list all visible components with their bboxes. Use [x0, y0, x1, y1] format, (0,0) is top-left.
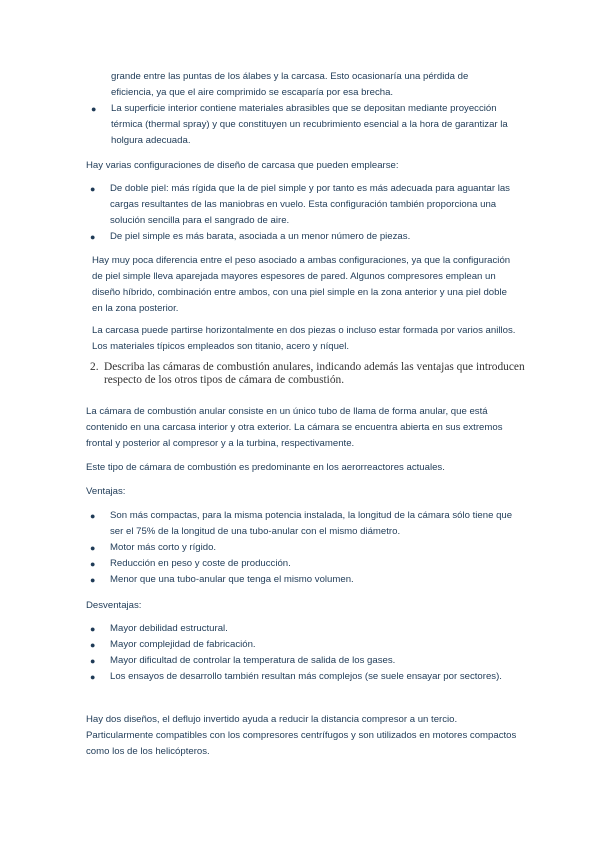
list-item	[90, 229, 520, 245]
config-list	[90, 181, 520, 245]
list-item	[90, 669, 510, 685]
list-item	[90, 653, 510, 669]
list-item	[90, 621, 510, 637]
list-item-text: Motor más corto y rígido.	[110, 542, 217, 553]
bullet-icon: ●	[90, 559, 96, 569]
list-item	[90, 540, 520, 556]
advantages-heading: Ventajas:	[86, 486, 126, 497]
list-item	[90, 181, 520, 229]
list-item-text: Mayor complejidad de fabricación.	[110, 639, 256, 650]
bullet-icon: ●	[90, 672, 96, 682]
bullet-icon: ●	[90, 656, 96, 666]
disadvantages-heading: Desventajas:	[86, 600, 142, 611]
bullet-icon: ●	[90, 232, 96, 242]
list-item	[91, 101, 511, 149]
list-item-text: Son más compactas, para la misma potencia instalada, la longitud de la cámara sólo tiene que ser el 75% de la longitud de una tubo-anular con el mismo diámetro.	[110, 510, 513, 537]
bullet-icon: ●	[91, 104, 97, 114]
list-item	[90, 572, 520, 588]
bullet-icon: ●	[90, 640, 96, 650]
list-item-text: De piel simple es más barata, asociada a un menor número de piezas.	[110, 231, 411, 242]
continued-bullet-text: grande entre las puntas de los álabes y la carcasa. Esto ocasionaría una pérdida de eficiencia, ya que el aire comprimido se escaparía por esa brecha.	[111, 71, 469, 98]
bullet-icon: ●	[90, 575, 96, 585]
list-item-text: Reducción en peso y coste de producción.	[110, 558, 291, 569]
designs-paragraph: Hay dos diseños, el deflujo invertido ayuda a reducir la distancia compresor a un tercio. Particularmente compatibles con los compresores centrífugos y son utilizados en motores compactos como los de los helicópteros.	[86, 714, 517, 757]
bullet-icon: ●	[90, 624, 96, 634]
list-item-text: Los ensayos de desarrollo también resultan más complejos (se suele ensayar por sectores).	[110, 671, 502, 682]
disadvantages-list	[90, 621, 510, 685]
list-item-text: Mayor debilidad estructural.	[110, 623, 228, 634]
question-number: 2.	[90, 361, 99, 373]
list-item	[90, 508, 520, 540]
list-item-text: La superficie interior contiene materiales abrasibles que se depositan mediante proyección térmica (thermal spray) y que constituyen un recubrimiento esencial a la hora de garantizar la holgura adecuada.	[111, 103, 508, 146]
question-block	[90, 361, 530, 387]
bullet-icon: ●	[90, 543, 96, 553]
bullet-icon: ●	[90, 511, 96, 521]
list-item	[90, 556, 520, 572]
dominant-paragraph: Este tipo de cámara de combustión es predominante en los aerorreactores actuales.	[86, 462, 445, 473]
list-item-text: De doble piel: más rígida que la de piel simple y por tanto es más adecuada para aguantar las cargas resultantes de las maniobras en vuelo. Esta configuración también proporciona una solución sencilla para el sangrado de aire.	[110, 183, 510, 226]
weight-paragraph: Hay muy poca diferencia entre el peso asociado a ambas configuraciones, ya que la configuración de piel simple lleva aparejada mayores espesores de pared. Algunos compresores emplean un diseño híbrido, combinación entre ambos, con una piel simple en la zona anterior y una piel doble en la zona posterior.	[92, 255, 511, 314]
casing-bullet-list	[91, 101, 511, 149]
bullet-icon: ●	[90, 184, 96, 194]
annular-chamber-paragraph: La cámara de combustión anular consiste en un único tubo de llama de forma anular, que está contenido en una carcasa interior y otra exterior. La cámara se encuentra abierta en sus extremos frontal y posterior al compresor y a la turbina, respectivamente.	[86, 406, 503, 449]
list-item-text: Menor que una tubo-anular que tenga el mismo volumen.	[110, 574, 354, 585]
advantages-list	[90, 508, 520, 588]
materials-paragraph: La carcasa puede partirse horizontalmente en dos piezas o incluso estar formada por varios anillos. Los materiales típicos empleados son titanio, acero y níquel.	[92, 325, 516, 352]
question-text: Describa las cámaras de combustión anulares, indicando además las ventajas que introducen respecto de los otros tipos de cámara de combustión.	[104, 361, 525, 386]
list-item	[90, 637, 510, 653]
config-intro-paragraph: Hay varias configuraciones de diseño de carcasa que pueden emplearse:	[86, 160, 399, 171]
list-item-text: Mayor dificultad de controlar la temperatura de salida de los gases.	[110, 655, 396, 666]
